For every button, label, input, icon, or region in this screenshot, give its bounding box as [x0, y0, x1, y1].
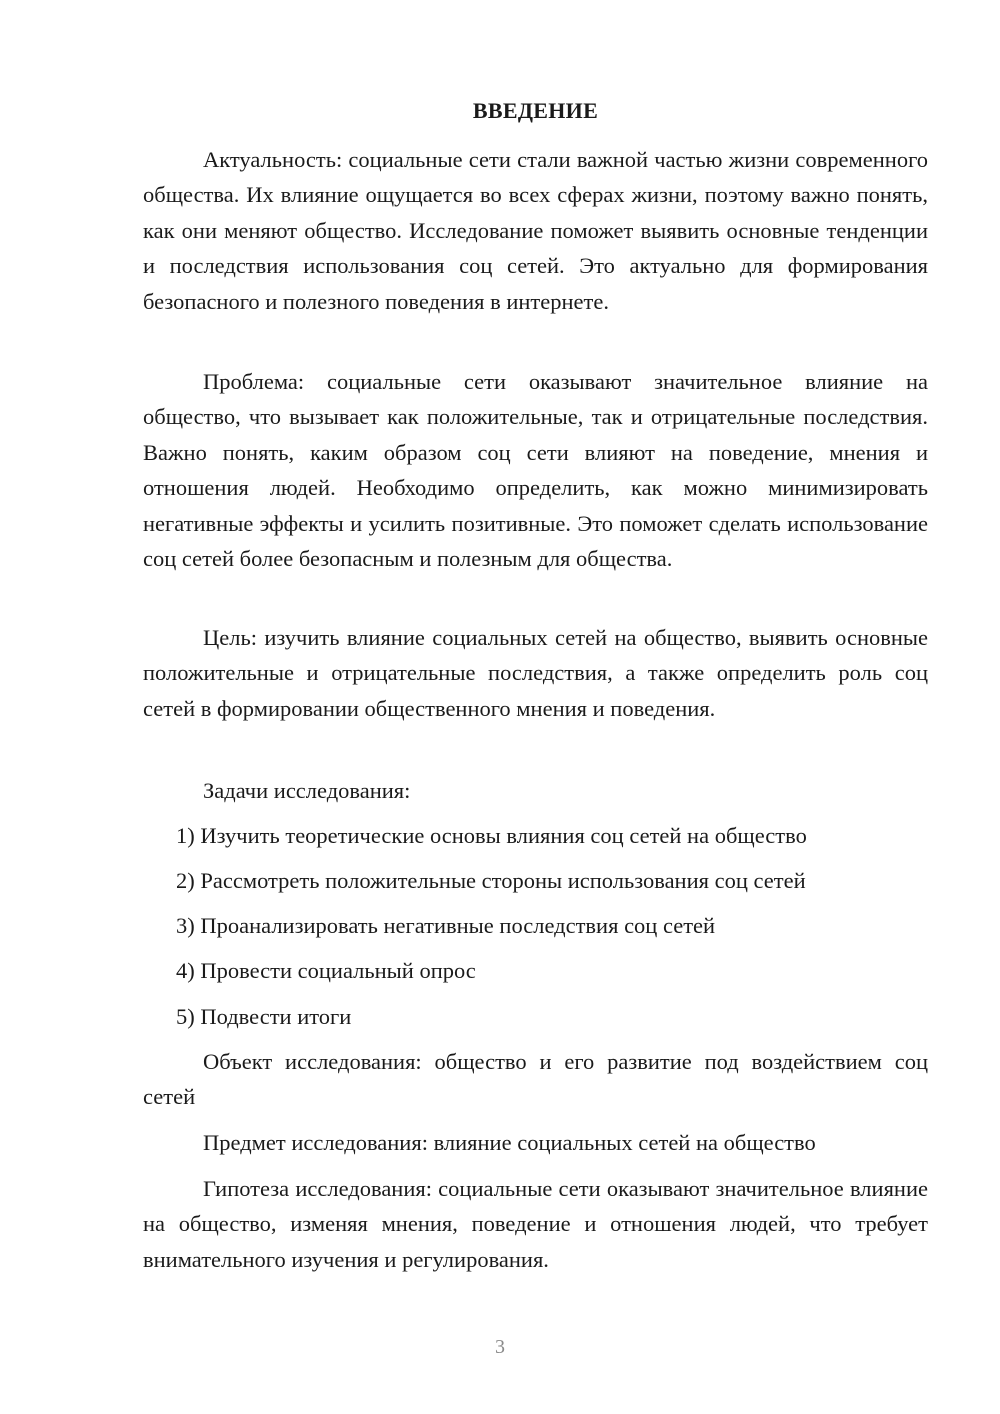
section-title: ВВЕДЕНИЕ — [472, 98, 599, 123]
tasks-heading-block — [143, 773, 928, 808]
task-item: 4) Провести социальный опрос — [176, 958, 476, 983]
problem-paragraph: Проблема: социальные сети оказывают значительное влияние на общество, что вызывает как положительные, так и отрицательные последствия. Важно понять, каким образом соц сети влияют на поведение, мнения и отношения людей. Необходимо определить, как можно минимизировать негативные эффекты и усилить позитивные. Это поможет сделать использование соц сетей более безопасным и полезным для общества. — [143, 369, 928, 572]
relevance-paragraph-block — [143, 142, 928, 319]
subject-paragraph: Предмет исследования: влияние социальных сетей на общество — [203, 1130, 816, 1155]
goal-paragraph-block — [143, 620, 928, 726]
task-item: 3) Проанализировать негативные последствия соц сетей — [176, 913, 716, 938]
hypothesis-paragraph: Гипотеза исследования: социальные сети оказывают значительное влияние на общество, изменяя мнения, поведение и отношения людей, что требует внимательного изучения и регулирования. — [143, 1176, 928, 1272]
relevance-paragraph: Актуальность: социальные сети стали важной частью жизни современного общества. Их влияние ощущается во всех сферах жизни, поэтому важно понять, как они меняют общество. Исследование поможет выявить основные тенденции и последствия использования соц сетей. Это актуально для формирования безопасного и полезного поведения в интернете. — [143, 147, 928, 314]
page-number: 3 — [495, 1336, 505, 1358]
problem-paragraph-block — [143, 364, 928, 576]
subject-paragraph-block — [143, 1125, 928, 1160]
task-item: 2) Рассмотреть положительные стороны использования соц сетей — [176, 868, 806, 893]
task-item: 1) Изучить теоретические основы влияния соц сетей на общество — [176, 823, 807, 848]
task-item: 5) Подвести итоги — [176, 1004, 352, 1029]
tasks-heading: Задачи исследования: — [203, 778, 411, 803]
hypothesis-paragraph-block — [143, 1171, 928, 1277]
object-paragraph: Объект исследования: общество и его развитие под воздействием соц сетей — [143, 1049, 928, 1110]
goal-paragraph: Цель: изучить влияние социальных сетей на общество, выявить основные положительные и отрицательные последствия, а также определить роль соц сетей в формировании общественного мнения и поведения. — [143, 625, 928, 721]
object-paragraph-block — [143, 1044, 928, 1115]
